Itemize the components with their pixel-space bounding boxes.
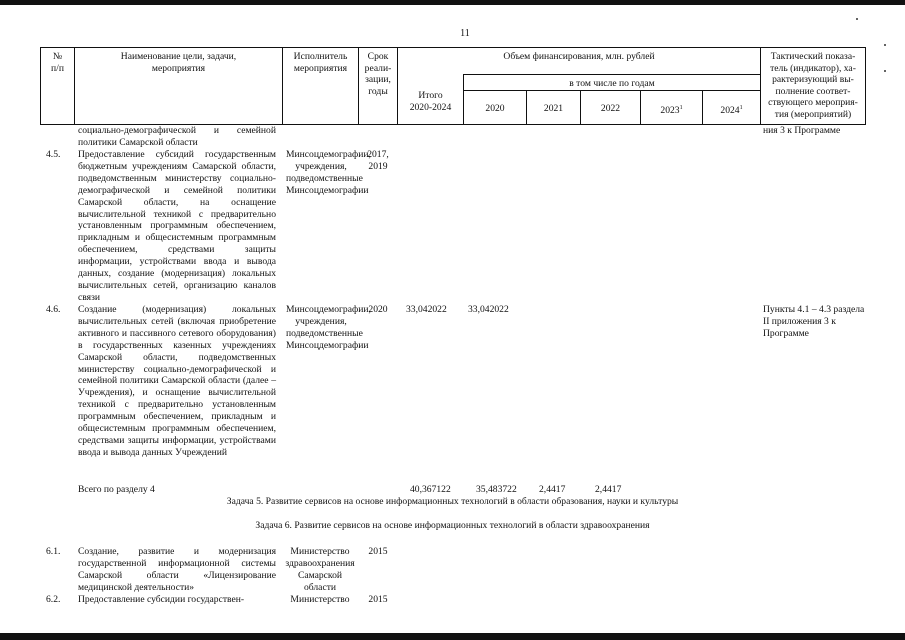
header-year-2020: 2020 xyxy=(485,103,505,114)
section-total-2022: 2,4417 xyxy=(595,484,622,495)
header-col-term: Срок реали- зации, годы xyxy=(364,51,392,97)
task-6-heading: Задача 6. Развитие сервисов на основе информационных технологий в области здравоохранения xyxy=(255,520,650,531)
header-years-line xyxy=(463,74,760,75)
scan-speck xyxy=(884,70,886,72)
row-2020: 33,042022 xyxy=(468,304,509,315)
row-continuation-indicator: ния 3 к Программе xyxy=(763,125,841,136)
header-years-group: в том числе по годам xyxy=(569,78,655,89)
scan-speck xyxy=(884,44,886,46)
header-year-2024: 2024$^1$ xyxy=(720,105,743,117)
row-term: 2015 xyxy=(368,546,388,557)
header-top-border xyxy=(40,47,866,48)
scan-edge-top xyxy=(0,0,905,5)
header-col-indicator: Тактический показа- тель (индикатор), ха- рактеризующий вы- полнение соответ- ствующего мероприя- тия (мероприятий) xyxy=(768,51,858,120)
row-number: 4.6. xyxy=(46,304,61,315)
section-total-sum: 40,367122 xyxy=(410,484,451,495)
row-number: 4.5. xyxy=(46,149,61,160)
row-number: 6.1. xyxy=(46,546,61,557)
header-col-number: № п/п xyxy=(51,51,64,74)
row-executor: Министерство здравоохранения Самарской области xyxy=(285,546,355,593)
header-year-2023: 2023$^1$ xyxy=(660,105,683,117)
header-col-financing: Объем финансирования, млн. рублей xyxy=(503,51,655,62)
header-col-total: Итого 2020-2024 xyxy=(409,90,452,113)
task-5-heading: Задача 5. Развитие сервисов на основе информационных технологий в области образования, науки и культуры xyxy=(226,496,679,507)
row-name: Создание, развитие и модернизация государственной информационной системы Самарской области «Лицензирование медицинской деятельности» xyxy=(78,546,276,593)
section-total-2020: 35,483722 xyxy=(476,484,517,495)
row-term: 2017, 2019 xyxy=(367,149,389,172)
header-vline xyxy=(865,47,866,125)
header-years-line-2 xyxy=(463,90,760,91)
row-name: Создание (модернизация) локальных вычислительных сетей (включая приобретение активного и пассивного сетевого оборудования) в государственных казенных учреждениях Самарской области, подведомственных министерству социально-демографической и семейной политики Самарской области (далее – Учреждения), и оснащение вычислительной техникой с предварительно установленным программным обеспечением, прикладным и общесистемным программным обеспечением, средствами защиты информации, устройствами ввода и вывода данных Учреждений xyxy=(78,304,276,458)
section-total-label: Всего по разделу 4 xyxy=(78,484,155,495)
row-name: Предоставление субсидии государствен- xyxy=(78,594,245,605)
page-number: 11 xyxy=(460,28,470,39)
row-term: 2020 xyxy=(368,304,388,315)
row-executor: Министерство xyxy=(290,594,350,605)
scan-speck xyxy=(856,18,858,20)
row-total: 33,042022 xyxy=(406,304,447,315)
row-term: 2015 xyxy=(368,594,388,605)
row-indicator: Пункты 4.1 – 4.3 раздела II приложения 3 к Программе xyxy=(763,304,865,339)
header-col-name: Наименование цели, задачи, мероприятия xyxy=(120,51,237,74)
header-col-executor: Исполнитель мероприятия xyxy=(293,51,348,74)
header-year-2021: 2021 xyxy=(543,103,564,114)
row-continuation-name: социально-демографической и семейной политики Самарской области xyxy=(78,125,276,148)
scan-edge-bottom xyxy=(0,633,905,640)
row-number: 6.2. xyxy=(46,594,61,605)
header-year-2022: 2022 xyxy=(600,103,621,114)
row-executor: Минсоцдемографии, учреждения, подведомственные Минсоцдемографии xyxy=(286,149,371,196)
section-total-2021: 2,4417 xyxy=(539,484,566,495)
row-name: Предоставление субсидий государственным бюджетным учреждениям Самарской области, подведомственным министерству социально-демографической и семейной политики Самарской области, на оснащение вычислительной техникой с предварительно установленным программным обеспечением, прикладным и общесистемным программным обеспечением, средствами защиты информации, устройствами ввода и вывода данных, создание (модернизация) локальных вычислительных сетей, организацию каналов связи xyxy=(78,149,276,303)
row-executor: Минсоцдемографии, учреждения, подведомственные Минсоцдемографии xyxy=(286,304,371,351)
